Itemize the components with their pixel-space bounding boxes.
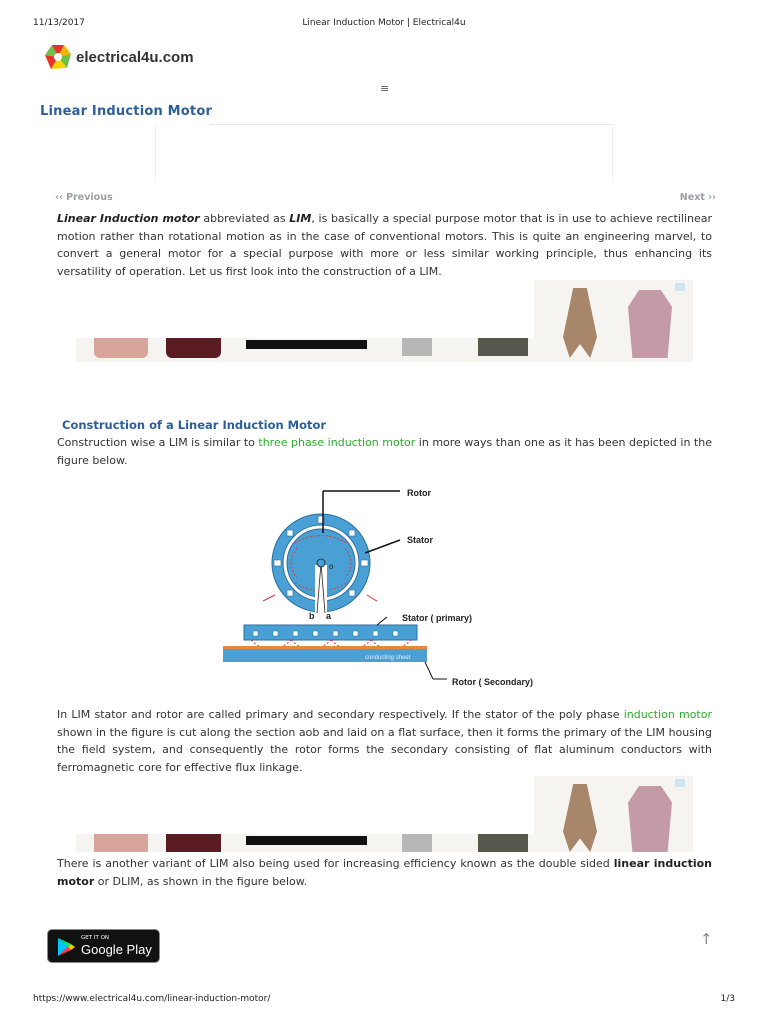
para3-text-2: or DLIM, as shown in the figure below. xyxy=(94,874,308,888)
next-link[interactable]: Next ›› xyxy=(679,192,716,203)
print-title: Linear Induction Motor | Electrical4u xyxy=(302,18,466,28)
intro-text-2: , is basically a special purpose motor that is in use to achieve rectilinear motion rather than rotational motion as in the case of conventional motors. This is quite an engineering marvel, to convert a general motor for a special purpose with more or less similar working principle, thus enhancing its versatility of operation. Let us first look into the construction of a LIM. xyxy=(57,212,713,278)
intro-term: Linear Induction motor xyxy=(57,212,200,225)
label-rotor-secondary: Rotor ( Secondary) xyxy=(452,677,534,687)
title-divider xyxy=(210,124,614,125)
logo-text: electrical4u.com xyxy=(76,48,194,66)
ad-sweater-grey xyxy=(402,834,432,852)
site-logo[interactable] xyxy=(42,40,194,74)
label-rotor: Rotor xyxy=(407,488,431,498)
ad-sweater-olive xyxy=(478,834,528,852)
lim-construction-figure xyxy=(215,483,555,693)
intro-abbr: LIM xyxy=(289,212,312,225)
para2-text-1: In LIM stator and rotor are called primary and secondary respectively. If the stator of the poly phase xyxy=(57,708,624,721)
primary-secondary-paragraph xyxy=(57,706,712,776)
google-play-small: GET IT ON xyxy=(81,935,110,941)
label-a: a xyxy=(326,611,332,621)
three-phase-link[interactable]: three phase induction motor xyxy=(258,436,416,449)
ad-sweater-grey xyxy=(402,338,432,356)
ad-sweater-pink xyxy=(94,834,148,852)
ad-poncho xyxy=(563,288,597,358)
construction-paragraph xyxy=(57,434,712,469)
label-stator-primary: Stator ( primary) xyxy=(402,613,473,623)
google-play-badge[interactable] xyxy=(47,929,160,963)
ad-sweater-maroon xyxy=(166,338,221,358)
ad-white-area xyxy=(76,776,534,834)
ad-choices-icon[interactable] xyxy=(675,779,685,787)
logo-flower-icon xyxy=(42,41,74,73)
print-url: https://www.electrical4u.com/linear-induction-motor/ xyxy=(33,994,271,1004)
ad-choices-icon[interactable] xyxy=(675,283,685,291)
construction-text-2: in more ways than one as it has been depicted in the figure below. xyxy=(57,436,712,467)
ad-sweater-lilac xyxy=(628,290,672,358)
print-header xyxy=(33,18,735,32)
ad-sweater-olive xyxy=(478,338,528,356)
label-o: o xyxy=(329,562,334,571)
ad-banner-2[interactable] xyxy=(76,776,693,852)
construction-text-1: Construction wise a LIM is similar to xyxy=(57,436,259,449)
induction-motor-link[interactable]: induction motor xyxy=(623,708,712,721)
cut-section xyxy=(315,565,327,613)
dlim-paragraph xyxy=(57,855,712,890)
section-heading-construction: Construction of a Linear Induction Motor xyxy=(62,418,327,432)
ad-black-bar xyxy=(246,836,367,845)
google-play-big: Google Play xyxy=(81,942,152,957)
previous-link[interactable]: ‹‹ Previous xyxy=(55,192,113,203)
print-page-number: 1/3 xyxy=(720,994,735,1004)
ad-placeholder-top xyxy=(155,126,613,182)
linear-stator xyxy=(244,625,417,640)
ad-white-area xyxy=(76,280,534,338)
ad-sweater-pink xyxy=(94,338,148,358)
ad-poncho xyxy=(563,784,597,852)
ad-black-bar xyxy=(246,340,367,349)
google-play-icon xyxy=(56,937,76,957)
ad-banner-1[interactable] xyxy=(76,280,693,362)
print-date: 11/13/2017 xyxy=(33,18,85,28)
scroll-top-icon[interactable]: ↑ xyxy=(700,930,713,948)
menu-icon[interactable]: ≡ xyxy=(380,82,390,95)
label-conducting-sheet: conducting sheet xyxy=(365,655,411,661)
intro-paragraph xyxy=(57,210,712,280)
para3-text-1: There is another variant of LIM also being used for increasing efficiency known as the double sided xyxy=(57,857,614,870)
label-stator: Stator xyxy=(407,535,434,545)
intro-text-1: abbreviated as xyxy=(199,212,290,225)
conducting-sheet-top xyxy=(223,646,427,649)
page-title: Linear Induction Motor xyxy=(40,104,213,119)
para2-text-2: shown in the figure is cut along the section aob and laid on a flat surface, then it forms the primary of the LIM housing the field system, and consequently the rotor forms the secondary consisting of flat aluminum conductors with ferromagnetic core for effective flux linkage. xyxy=(57,725,712,774)
label-b: b xyxy=(309,611,315,621)
dlim-term: linear induction motor xyxy=(57,857,712,888)
ad-sweater-lilac xyxy=(628,786,672,852)
ad-sweater-maroon xyxy=(166,834,221,852)
